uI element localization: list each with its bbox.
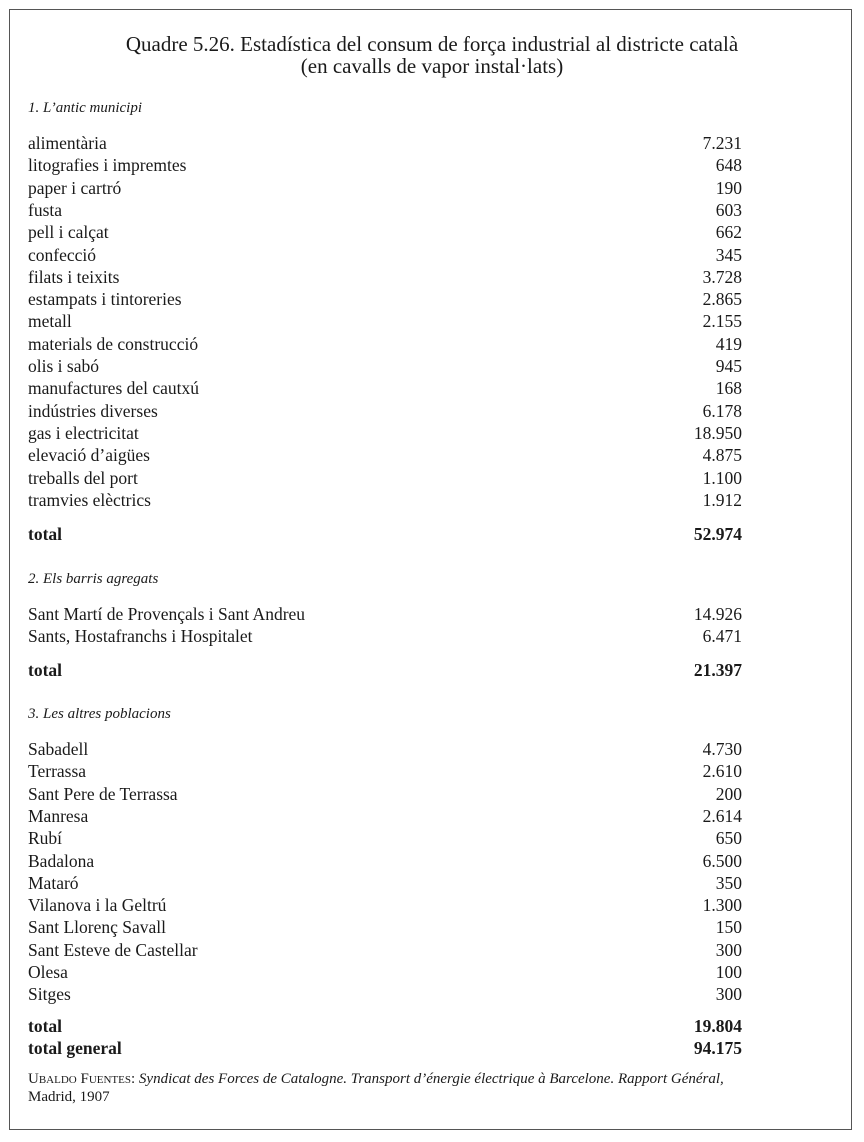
row-label: fusta (28, 200, 63, 220)
row-value: 2.610 (702, 761, 742, 781)
table-row (28, 244, 742, 266)
table-subtitle: (en cavalls de vapor instal·lats) (300, 54, 564, 78)
row-value: 14.926 (693, 604, 742, 624)
row-value: 648 (715, 155, 742, 175)
table-row (28, 221, 742, 243)
table-row (28, 266, 742, 288)
row-label: elevació d’aigües (28, 445, 150, 465)
row-label: metall (28, 311, 72, 331)
row-value: 2.155 (702, 311, 742, 331)
table-row (28, 738, 742, 760)
table-row (28, 489, 742, 511)
table-row (28, 939, 742, 961)
table-row (28, 288, 742, 310)
row-value: 603 (715, 200, 742, 220)
row-label: Sant Esteve de Castellar (28, 940, 198, 960)
source-author: Ubaldo Fuentes: (28, 1071, 136, 1087)
total-value: 52.974 (693, 524, 742, 544)
row-label: manufactures del cautxú (28, 378, 200, 398)
row-value: 4.875 (702, 445, 742, 465)
row-label: estampats i tintoreries (28, 289, 182, 309)
grand-total-row (28, 1037, 742, 1059)
table-row (28, 625, 742, 647)
row-label: confecció (28, 245, 97, 265)
source-note (28, 1070, 838, 1106)
row-label: paper i cartró (28, 178, 122, 198)
row-value: 150 (715, 917, 742, 937)
row-value: 4.730 (702, 739, 742, 759)
table-row (28, 199, 742, 221)
table-row (28, 333, 742, 355)
table-row (28, 377, 742, 399)
table-row (28, 177, 742, 199)
row-label: Vilanova i la Geltrú (28, 895, 167, 915)
row-value: 1.100 (702, 468, 742, 488)
table-row (28, 355, 742, 377)
row-value: 2.614 (702, 806, 742, 826)
row-value: 168 (715, 378, 742, 398)
table-row (28, 422, 742, 444)
section-heading: 2. Els barris agregats (28, 571, 159, 587)
row-value: 300 (715, 984, 742, 1004)
total-label: total (28, 1016, 63, 1036)
table-row (28, 872, 742, 894)
section-heading: 1. L’antic municipi (28, 100, 143, 116)
table-title: Quadre 5.26. Estadística del consum de força industrial al districte català (125, 32, 739, 56)
table-row (28, 310, 742, 332)
row-label: Sants, Hostafranchs i Hospitalet (28, 626, 253, 646)
row-label: gas i electricitat (28, 423, 139, 443)
row-label: materials de construcció (28, 334, 199, 354)
row-value: 1.912 (702, 490, 742, 510)
table-row (28, 400, 742, 422)
row-label: Terrassa (28, 761, 87, 781)
row-value: 662 (715, 222, 742, 242)
table-row (28, 894, 742, 916)
row-value: 7.231 (702, 133, 742, 153)
total-label: total (28, 660, 63, 680)
row-value: 190 (715, 178, 742, 198)
section-heading: 3. Les altres poblacions (28, 706, 171, 722)
row-value: 345 (715, 245, 742, 265)
section-total-row (28, 1015, 742, 1037)
total-label: total general (28, 1038, 122, 1058)
table-row (28, 154, 742, 176)
row-value: 6.471 (702, 626, 742, 646)
row-value: 419 (715, 334, 742, 354)
row-label: pell i calçat (28, 222, 109, 242)
row-label: Sant Martí de Provençals i Sant Andreu (28, 604, 306, 624)
table-row (28, 850, 742, 872)
row-value: 6.178 (702, 401, 742, 421)
total-label: total (28, 524, 63, 544)
row-label: Sant Pere de Terrassa (28, 784, 178, 804)
table-row (28, 916, 742, 938)
row-label: Mataró (28, 873, 79, 893)
table-row (28, 805, 742, 827)
source-work: Syndicat des Forces de Catalogne. Transport d’énergie électrique à Barcelone. Rapport Général, (138, 1071, 724, 1087)
row-value: 1.300 (702, 895, 742, 915)
row-label: litografies i impremtes (28, 155, 187, 175)
row-value: 650 (715, 828, 742, 848)
row-label: filats i teixits (28, 267, 120, 287)
row-value: 945 (715, 356, 742, 376)
row-label: Olesa (28, 962, 68, 982)
table-row (28, 983, 742, 1005)
row-value: 300 (715, 940, 742, 960)
row-value: 3.728 (702, 267, 742, 287)
row-label: treballs del port (28, 468, 138, 488)
total-value: 94.175 (693, 1038, 742, 1058)
source-publication: Madrid, 1907 (28, 1089, 110, 1105)
row-value: 200 (715, 784, 742, 804)
section-total-row (28, 659, 742, 681)
row-label: Sabadell (28, 739, 89, 759)
total-value: 21.397 (693, 660, 742, 680)
row-value: 6.500 (702, 851, 742, 871)
row-label: olis i sabó (28, 356, 99, 376)
row-label: Rubí (28, 828, 63, 848)
table-row (28, 760, 742, 782)
row-label: Badalona (28, 851, 95, 871)
row-value: 100 (715, 962, 742, 982)
total-value: 19.804 (693, 1016, 742, 1036)
table-row (28, 132, 742, 154)
table-row (28, 444, 742, 466)
table-row (28, 783, 742, 805)
row-label: indústries diverses (28, 401, 158, 421)
table-row (28, 827, 742, 849)
row-label: Manresa (28, 806, 89, 826)
row-label: Sitges (28, 984, 71, 1004)
row-label: alimentària (28, 133, 107, 153)
table-row (28, 961, 742, 983)
row-label: Sant Llorenç Savall (28, 917, 167, 937)
row-label: tramvies elèctrics (28, 490, 151, 510)
table-row (28, 467, 742, 489)
row-value: 350 (715, 873, 742, 893)
table-row (28, 603, 742, 625)
section-total-row (28, 523, 742, 545)
row-value: 18.950 (693, 423, 742, 443)
row-value: 2.865 (702, 289, 742, 309)
